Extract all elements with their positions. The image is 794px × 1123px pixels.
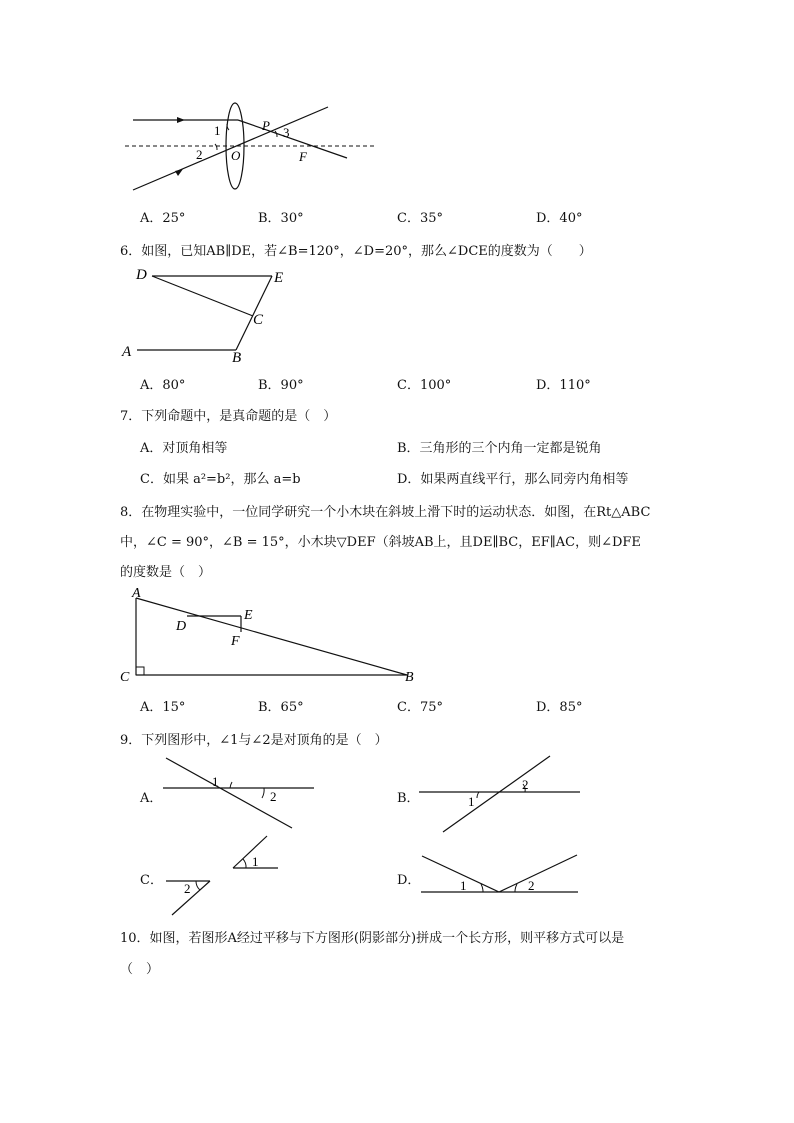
q5-label-angle3: 3 — [283, 125, 290, 140]
q8-right-angle-mark — [136, 667, 144, 675]
q8-figure — [115, 586, 425, 686]
q9-figure-b — [415, 752, 585, 832]
q8-stem-line1: 8．在物理实验中，一位同学研究一个小木块在斜坡上滑下时的运动状态．如图，在Rt△ABC — [120, 505, 651, 520]
q8-option-d[interactable]: D．85° — [536, 700, 583, 715]
q9-b-angle1: 1 — [468, 794, 475, 809]
q5-option-c[interactable]: C．35° — [397, 211, 443, 226]
q6-label-B: B — [232, 350, 242, 366]
q9-d-angle2: 2 — [528, 878, 535, 893]
q5-option-a[interactable]: A．25° — [140, 211, 186, 226]
q7-stem: 7．下列命题中，是真命题的是（ ） — [120, 409, 337, 424]
q7-option-d[interactable]: D．如果两直线平行，那么同旁内角相等 — [397, 472, 629, 487]
q5-label-angle1: 1 — [214, 123, 221, 138]
q8-option-b[interactable]: B．65° — [258, 700, 304, 715]
q9-c-angle2: 2 — [184, 881, 191, 896]
q5-option-d[interactable]: D．40° — [536, 211, 583, 226]
q5-lens-figure — [125, 98, 385, 193]
q9-a-angle1: 1 — [212, 774, 219, 789]
q9-option-b-letter[interactable]: B． — [397, 791, 420, 806]
q9-option-a-letter[interactable]: A． — [140, 791, 163, 806]
q5-label-angle2: 2 — [196, 147, 203, 162]
q7-option-a[interactable]: A．对顶角相等 — [140, 441, 228, 456]
q6-label-A: A — [122, 344, 132, 360]
q7-option-b[interactable]: B．三角形的三个内角一定都是锐角 — [397, 441, 602, 456]
q8-label-B: B — [405, 670, 414, 685]
q10-stem-line2: （ ） — [120, 962, 160, 977]
q9-option-c-letter[interactable]: C． — [140, 873, 163, 888]
q8-stem-line2: 中，∠C = 90°，∠B = 15°，小木块▽DEF（斜坡AB上，且DE∥BC，EF∥AC，则∠DFE — [120, 535, 641, 550]
q9-figure-a — [160, 752, 320, 832]
q6-stem: 6．如图，已知AB∥DE，若∠B=120°，∠D=20°，那么∠DCE的度数为（ ） — [120, 244, 592, 259]
q6-option-c[interactable]: C．100° — [397, 378, 452, 393]
q6-figure — [120, 263, 300, 366]
q6-option-b[interactable]: B．90° — [258, 378, 304, 393]
q6-label-E: E — [274, 270, 284, 286]
q10-stem-line1: 10．如图，若图形A经过平移与下方图形(阴影部分)拼成一个长方形，则平移方式可以是 — [120, 931, 625, 946]
q5-arrow-bottom — [175, 169, 183, 176]
q9-d-angle1: 1 — [460, 878, 467, 893]
q9-stem: 9．下列图形中，∠1与∠2是对顶角的是（ ） — [120, 733, 388, 748]
q9-option-d-letter[interactable]: D． — [397, 873, 421, 888]
q8-label-F: F — [231, 634, 240, 649]
q9-a-angle2: 2 — [270, 789, 277, 804]
q5-label-F: F — [299, 149, 307, 164]
q8-side-AB — [136, 598, 407, 675]
q9-figure-c — [160, 833, 290, 918]
q6-label-C: C — [253, 312, 264, 328]
q9-c-angle1: 1 — [252, 854, 259, 869]
q5-label-P: P — [262, 118, 270, 133]
q6-line-DC — [152, 276, 253, 316]
q9-b-angle2: 2 — [522, 777, 529, 792]
q9-figure-d — [415, 850, 585, 910]
q8-label-E: E — [244, 608, 253, 623]
q8-option-c[interactable]: C．75° — [397, 700, 443, 715]
q6-option-d[interactable]: D．110° — [536, 378, 591, 393]
q6-label-D: D — [136, 267, 147, 283]
q6-option-a[interactable]: A．80° — [140, 378, 186, 393]
q8-label-D: D — [176, 619, 187, 634]
q8-option-a[interactable]: A．15° — [140, 700, 186, 715]
q5-arc-3 — [275, 131, 277, 137]
q5-option-b[interactable]: B．30° — [258, 211, 304, 226]
q8-label-C: C — [120, 670, 130, 685]
q8-label-A: A — [132, 586, 141, 601]
q5-arrow-top — [177, 117, 185, 123]
q5-label-O: O — [231, 148, 241, 163]
q7-option-c[interactable]: C．如果 a²=b²，那么 a=b — [140, 472, 301, 487]
q8-stem-line3: 的度数是（ ） — [120, 565, 212, 580]
q5-arc-2 — [215, 144, 217, 150]
